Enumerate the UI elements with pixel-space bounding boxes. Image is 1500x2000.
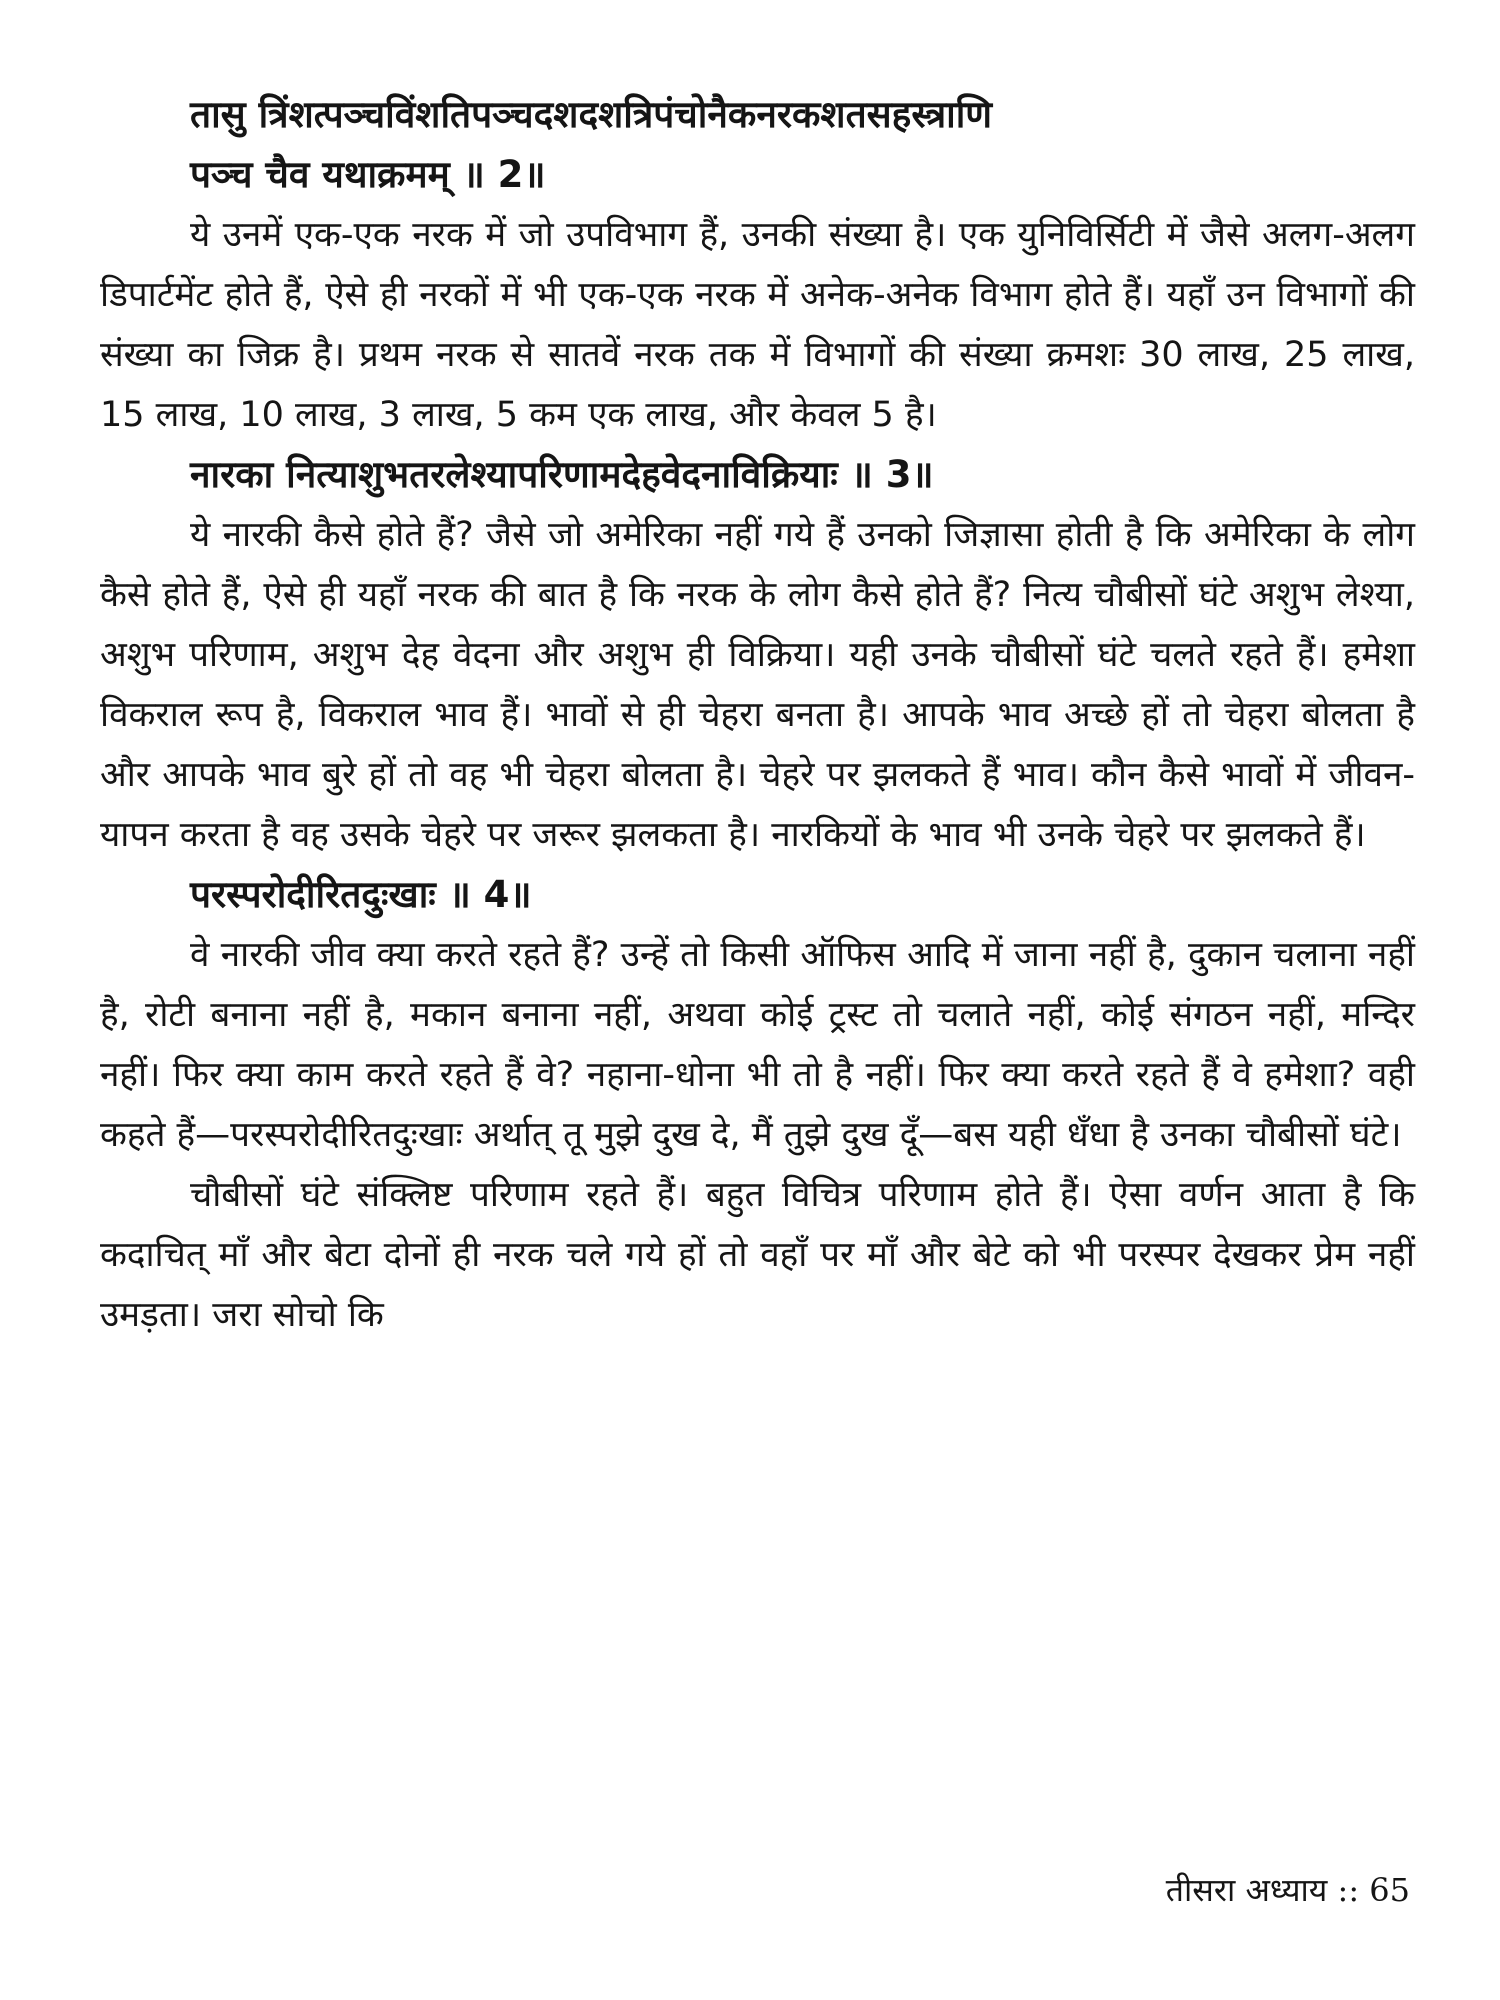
- sutra-4: परस्परोदीरितदुःखाः ॥ 4॥: [190, 873, 532, 916]
- paragraph-3: वे नारकी जीव क्या करते रहते हैं? उन्हें तो किसी ऑफिस आदि में जाना नहीं है, दुकान चलाना नहीं है, रोटी बनाना नहीं है, मकान बनाना नहीं, अथवा कोई ट्रस्ट तो चलाते नहीं, कोई संगठन नहीं, मन्दिर नहीं। फिर क्या काम करते रहते हैं वे? नहाना-धोना भी तो है नहीं। फिर क्या करते रहते हैं वे हमेशा? वही कहते हैं—परस्परोदीरितदुःखाः अर्थात् तू मुझे दुख दे, मैं तुझे दुख दूँ—बस यही धँधा है उनका चौबीसों घंटे।: [100, 935, 1415, 1155]
- footer-separator: ::: [1337, 1871, 1360, 1909]
- page-number: 65: [1369, 1871, 1410, 1909]
- sutra-3: नारका नित्याशुभतरलेश्यापरिणामदेहवेदनाविक्रियाः ॥ 3॥: [190, 453, 934, 496]
- page-body: [100, 85, 1415, 1345]
- sutra-2-line-2: पञ्च चैव यथाक्रमम् ॥ 2॥: [190, 153, 546, 196]
- chapter-title: तीसरा अध्याय: [1165, 1871, 1328, 1909]
- paragraph-2: ये नारकी कैसे होते हैं? जैसे जो अमेरिका नहीं गये हैं उनको जिज्ञासा होती है कि अमेरिका के लोग कैसे होते हैं, ऐसे ही यहाँ नरक की बात है कि नरक के लोग कैसे होते हैं? नित्य चौबीसों घंटे अशुभ लेश्या, अशुभ परिणाम, अशुभ देह वेदना और अशुभ ही विक्रिया। यही उनके चौबीसों घंटे चलते रहते हैं। हमेशा विकराल रूप है, विकराल भाव हैं। भावों से ही चेहरा बनता है। आपके भाव अच्छे हों तो चेहरा बोलता है और आपके भाव बुरे हों तो वह भी चेहरा बोलता है। चेहरे पर झलकते हैं भाव। कौन कैसे भावों में जीवन-यापन करता है वह उसके चेहरे पर जरूर झलकता है। नारकियों के भाव भी उनके चेहरे पर झलकते हैं।: [100, 515, 1415, 855]
- page-footer: [1166, 1868, 1410, 1911]
- paragraph-1: ये उनमें एक-एक नरक में जो उपविभाग हैं, उनकी संख्या है। एक युनिविर्सिटी में जैसे अलग-अलग डिपार्टमेंट होते हैं, ऐसे ही नरकों में भी एक-एक नरक में अनेक-अनेक विभाग होते हैं। यहाँ उन विभागों की संख्या का जिक्र है। प्रथम नरक से सातवें नरक तक में विभागों की संख्या क्रमशः 30 लाख, 25 लाख, 15 लाख, 10 लाख, 3 लाख, 5 कम एक लाख, और केवल 5 है।: [100, 215, 1415, 435]
- paragraph-4: चौबीसों घंटे संक्लिष्ट परिणाम रहते हैं। बहुत विचित्र परिणाम होते हैं। ऐसा वर्णन आता है कि कदाचित् माँ और बेटा दोनों ही नरक चले गये हों तो वहाँ पर माँ और बेटे को भी परस्पर देखकर प्रेम नहीं उमड़ता। जरा सोचो कि: [100, 1175, 1415, 1335]
- sutra-2-line-1: तासु त्रिंशत्पञ्चविंशतिपञ्चदशदशत्रिपंचोनैकनरकशतसहस्त्राणि: [190, 93, 993, 136]
